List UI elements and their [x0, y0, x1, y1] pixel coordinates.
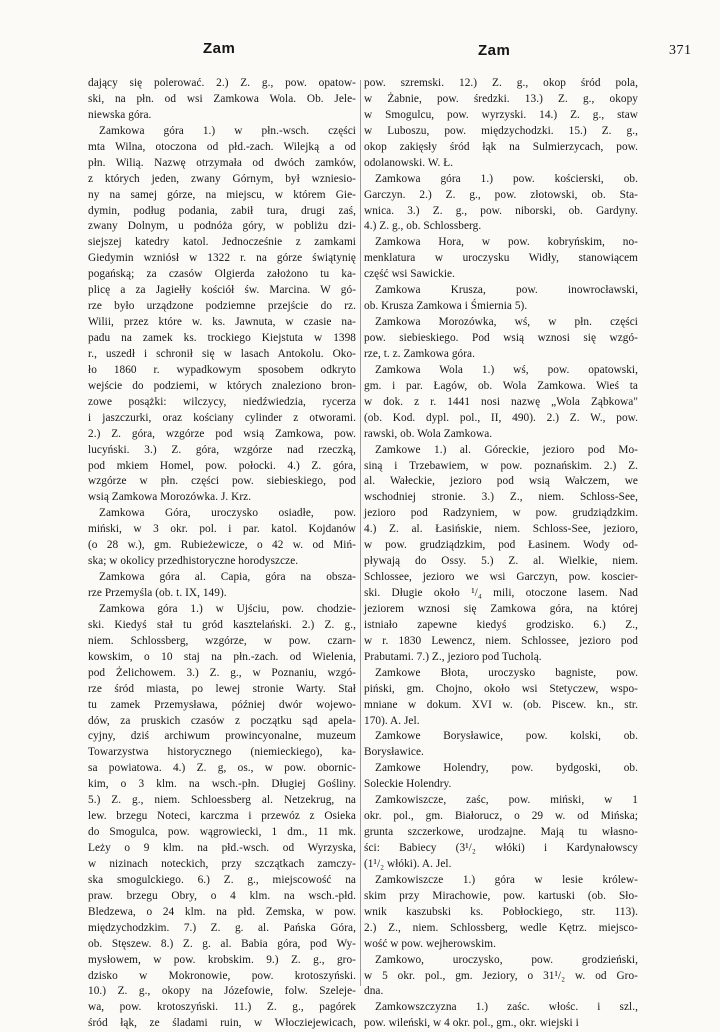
text-line: mysłowem, w pow. krobskim. 9.) Z. g., gro- [88, 953, 356, 966]
text-line: okop zakięsły śród łąk na Sulmierzycach, pow. [364, 140, 638, 153]
text-line: padu na zamek ks. trockiego Kiejstuta w 1398 [88, 332, 356, 344]
text-line: mta Wilna, otoczona od płd.-zach. Wilejką a od [88, 140, 356, 153]
text-line: jezioro pod Radzyniem, w pow. grudziądzkim. [364, 507, 638, 520]
text-line: w dok. z r. 1441 nosi nazwę „Wola Ząbkowa" [364, 395, 638, 408]
right-text-column [364, 76, 638, 1030]
text-line: w 5 okr. pol., gm. Jeziory, o 31¹/₂ w. od Gro- [364, 969, 638, 982]
text-line: Zamkowiszcze, zaśc, pow. miński, w 1 [375, 794, 638, 807]
text-line: ob. Stęszew. 8.) Z. g. al. Babia góra, pod Wy- [88, 937, 356, 950]
text-line: plicę a za Jagiełły kościół św. Marcina. W gó- [88, 284, 356, 297]
text-line: ski, na płn. od wsi Zamkowa Wola. Ob. Jele- [88, 92, 356, 105]
text-line: Zamkowe Borysławice, pow. kolski, ob. [375, 730, 638, 743]
text-line: Soleckie Holendry. [364, 778, 452, 791]
text-line: rze było urządzone podziemne przejście do rz. [88, 300, 356, 313]
text-line: Zamkowe Błota, uroczysko bagniste, pow. [375, 666, 638, 679]
text-line: Wilii, przez które w. ks. Jawnuta, w czasie na- [88, 316, 356, 329]
text-line: rze, t. z. Zamkowa góra. [364, 347, 475, 360]
text-line: kim, o 3 klm. na wsch.-płn. Długiej Gośliny. [88, 778, 356, 791]
text-line: Zamkowo, uroczysko, pow. grodzieński, [375, 953, 638, 966]
text-line: z których jeden, zwany Górnym, był wzniesio- [88, 172, 356, 185]
text-line: dający się polerować. 2.) Z. g., pow. opatow- [88, 77, 356, 89]
text-line: (ob. Kod. dypl. pol., II, 490). 2.) Z. W., pow. [364, 411, 638, 424]
text-line: zwany Dolnym, u podnóża góry, w pobliżu dzi- [88, 220, 356, 233]
text-line: Zamkowa góra 1.) w Ujściu, pow. chodzie- [99, 602, 356, 615]
text-line: ski. Długie około ¹/₄ mili, otoczone lasem. Nad [364, 587, 638, 599]
text-line: pod Żelichowem. 3.) Z. g., w Poznaniu, wzgó- [88, 666, 356, 679]
text-line: grunta szczerkowe, urodzajne. Mają tu własno- [364, 826, 638, 839]
text-line: zowe posążki: wilczycy, niedźwiedzia, rycerza [88, 395, 356, 408]
text-line: pływają do Ossy. 5.) Z. al. Wielkie, niem. [364, 555, 638, 568]
text-line: pow. wileński, w 4 okr. pol., gm., okr. wiejski i [364, 1017, 579, 1030]
text-line: rze Przemyśla (ob. t. IX, 149). [88, 587, 227, 599]
text-line: Bledzewa, o 24 klm. na płd. Zemska, w pow. [88, 905, 356, 918]
text-line: Zamkowa Krusza, pow. inowrocławski, [375, 284, 638, 297]
text-line: tu zamek Przemysława, później dwór wojewo- [88, 698, 356, 711]
text-line: ska; w okolicy przedhistoryczne horodyszcze. [88, 555, 299, 568]
text-line: jeziorem wznosi się Zamkowa góra, na której [364, 602, 638, 615]
text-line: wość w pow. wejherowskim. [364, 937, 496, 950]
text-line: ska smogulckiego. 6.) Z. g., miejscowość na [88, 873, 356, 886]
text-line: piński, gm. Chojno, około wsi Stetyczew, wspo- [364, 682, 638, 695]
text-line: praw. brzegu Obry, o 4 klm. na wsch.-płd. [88, 889, 356, 902]
text-line: Zamkowa góra al. Capia, góra na obsza- [99, 571, 356, 584]
text-line: ob. Krusza Zamkowa i Śmiernia 5). [364, 300, 528, 313]
text-line: Leży o 9 klm. na płd.-wsch. od Wyrzyska, [88, 842, 356, 854]
text-line: dna. [364, 985, 384, 998]
text-line: miński, w 3 okr. pol. i par. katol. Kojdanów [88, 523, 356, 536]
text-line: wa, pow. krotoszyński. 11.) Z. g., pagórek [88, 1001, 356, 1014]
text-line: ski. Kiedyś stał tu gród kasztelański. 2.) Z. g., [88, 618, 356, 631]
text-line: dów, za pruskich czasów z początku sąd apela- [88, 714, 356, 727]
text-line: w Luboszu, pow. międzychodzki. 15.) Z. g., [364, 124, 638, 137]
text-line: lucyński. 3.) Z. góra, wzgórze nad rzeczką, [88, 443, 356, 456]
text-line: istniało zapewne kiedyś grodzisko. 6.) Z., [364, 618, 638, 631]
text-line: płn. Wilią. Nazwę otrzymała od dwóch zamków, [88, 156, 356, 169]
running-head-right: Zam [478, 42, 511, 59]
text-line: wschodniej stronie. 3.) Z., niem. Schloss-See, [364, 491, 638, 504]
text-line: Zamkowszczyzna 1.) zaśc. włośc. i szl., [375, 1001, 638, 1014]
text-line: wnik kaszubski ks. Pobłockiego, str. 113). [364, 905, 638, 918]
text-line: 5.) Z. g., niem. Schloessberg al. Netzekrug, na [88, 794, 356, 807]
text-line: Zamkowe Holendry, pow. bydgoski, ob. [375, 762, 638, 775]
text-line: Towarzystwa historycznego (niemieckiego), ka- [88, 746, 356, 759]
text-line: kowskim, o 10 staj na płn.-zach. od Wielenia, [88, 650, 356, 663]
text-line: w Żabnie, pow. średzki. 13.) Z. g., okopy [364, 92, 638, 105]
text-line: wejście do podziemi, w których znaleziono bron- [88, 379, 356, 392]
text-line: ny na samej górze, na miejscu, w którem Gie- [88, 188, 356, 201]
text-line: Zamkowa Góra, uroczysko osiadłe, pow. [99, 507, 356, 520]
column-divider [360, 80, 361, 986]
text-line: w pow. grudziądzkim, pod Łasinem. Wody od- [364, 539, 638, 552]
text-line: i jaszczurki, oraz kościany cylinder z otworami. [88, 411, 356, 424]
text-line: 10.) Z. g., okopy na Józefowie, folw. Szeleje- [88, 985, 356, 998]
text-line: mniane w dokum. XVI w. (ob. Piscew. kn., str. [364, 698, 638, 711]
text-line: Zamkowa Wola 1.) wś, pow. opatowski, [375, 363, 638, 376]
page-header [0, 40, 720, 64]
text-line: dzisko w Mokronowie, pow. krotoszyński. [88, 969, 356, 982]
text-line: siejszej katedry katol. Jednocześnie z zamkami [88, 236, 356, 249]
text-line: pogańską; za czasów Olgierda założono tu ka- [88, 268, 356, 281]
text-line: wsią Zamkowa Morozówka. J. Krz. [88, 491, 252, 504]
running-head-left: Zam [203, 40, 236, 57]
text-line: Garczyn. 2.) Z. g., pow. złotowski, ob. Sta- [364, 188, 638, 201]
text-line: okr. pol., gm. Białorucz, o 29 w. od Mińska; [364, 810, 638, 823]
text-line: 170). A. Jel. [364, 714, 420, 727]
text-line: al. Wałeckie, jezioro pod wsią Wałczem, we [364, 475, 638, 488]
text-line: sa powiatowa. 4.) Z. g, os., w pow. obornic- [88, 762, 356, 775]
text-line: wzgórze w płn. części pow. siebieskiego, pod [88, 475, 356, 488]
text-line: 4.) Z. al. Łasińskie, niem. Schloss-See, jezioro, [364, 523, 638, 536]
text-line: 2.) Z., niem. Schlossberg, wedle Kętrz. miejsco- [364, 921, 638, 934]
text-line: wnica. 3.) Z. g., pow. niborski, ob. Gardyny. [364, 204, 638, 217]
text-line: menklatura w uroczysku Widły, stanowiącem [364, 252, 638, 265]
text-line: w Smogulcu, pow. wyrzyski. 14.) Z. g., staw [364, 108, 638, 121]
text-line: do Smogulca, pow. wągrowiecki, 1 dm., 11 mk. [88, 826, 356, 839]
text-line: (o 28 w.), gm. Rubieżewicze, o 42 w. od Miń- [88, 539, 356, 552]
text-line: ści: Babiecy (3¹/₂ włóki) i Kardynałowscy [364, 842, 638, 854]
text-line: cyjny, dziś archiwum prowincyonalne, muzeum [88, 730, 356, 743]
text-line: niewska góra. [88, 108, 152, 121]
text-line: Zamkowiszcze 1.) góra w lesie królew- [375, 873, 638, 886]
text-line: rawski, ob. Wola Zamkowa. [364, 427, 493, 440]
text-line: Borysławice. [364, 746, 424, 759]
left-text-column [88, 76, 356, 1030]
text-line: Zamkowa góra 1.) pow. kościerski, ob. [375, 172, 638, 185]
text-line: część wsi Sawickie. [364, 268, 455, 281]
text-line: skim przy Mirachowie, pow. kartuski (ob. Sło- [364, 889, 638, 902]
text-line: Zamkowa Hora, w pow. kobryńskim, no- [375, 236, 638, 249]
text-line: pod mkiem Homel, pow. połocki. 4.) Z. góra, [88, 459, 356, 472]
text-line: pow. siebieskiego. Pod wsią wznosi się wzgó- [364, 332, 638, 344]
text-line: dymin, podług podania, zabił tura, drugi zaś, [88, 204, 356, 217]
text-line: rze śród miasta, po lewej stronie Warty. Stał [88, 682, 356, 695]
text-line: Zamkowe 1.) al. Góreckie, jezioro pod Mo- [375, 443, 638, 456]
text-line: Zamkowa Morozówka, wś, w płn. części [375, 316, 638, 329]
text-line: pow. szremski. 12.) Z. g., okop śród pola, [364, 77, 638, 89]
text-line: (1¹/₂ włóki). A. Jel. [364, 857, 452, 870]
text-line: lew. brzegu Noteci, karczma i przewóz z Osieka [88, 810, 356, 823]
text-line: niem. Schlossberg, wzgórze, w pow. czarn- [88, 634, 356, 647]
text-line: międzychodzkim. 7.) Z. g. al. Pańska Góra, [88, 921, 356, 934]
text-line: siną i Trzebawiem, w pow. poznańskim. 2.) Z. [364, 459, 638, 472]
text-line: gm. i par. Łagów, ob. Wola Zamkowa. Wieś ta [364, 379, 638, 392]
text-line: śród łąk, ze śladami ruin, w Włocziejewicach, [88, 1017, 356, 1030]
text-line: Zamkowa góra 1.) w płn.-wsch. części [99, 124, 356, 137]
text-line: Prabutami. 7.) Z., jezioro pod Tucholą. [364, 650, 542, 663]
text-line: w nizinach noteckich, przy szczątkach zamczy- [88, 857, 356, 870]
text-line: 4.) Z. g., ob. Schlossberg. [364, 220, 482, 233]
text-line: ło 1860 r. wypadkowym sposobem odkryto [88, 363, 356, 376]
page-number: 371 [669, 43, 692, 58]
text-line: Giedymin wzniósł w 1322 r. na górze świątynię [88, 252, 356, 265]
text-line: 2.) Z. góra, wzgórze pod wsią Zamkowa, pow. [88, 427, 356, 440]
text-line: odolanowski. W. Ł. [364, 156, 454, 169]
text-line: r., uszedł i schronił się w lasach Antokolu. Oko- [88, 347, 356, 360]
text-line: Schlossee, jezioro we wsi Garczyn, pow. koscier- [364, 571, 638, 584]
text-line: w r. 1830 Lewencz, niem. Schlossee, jezioro pod [364, 634, 638, 647]
